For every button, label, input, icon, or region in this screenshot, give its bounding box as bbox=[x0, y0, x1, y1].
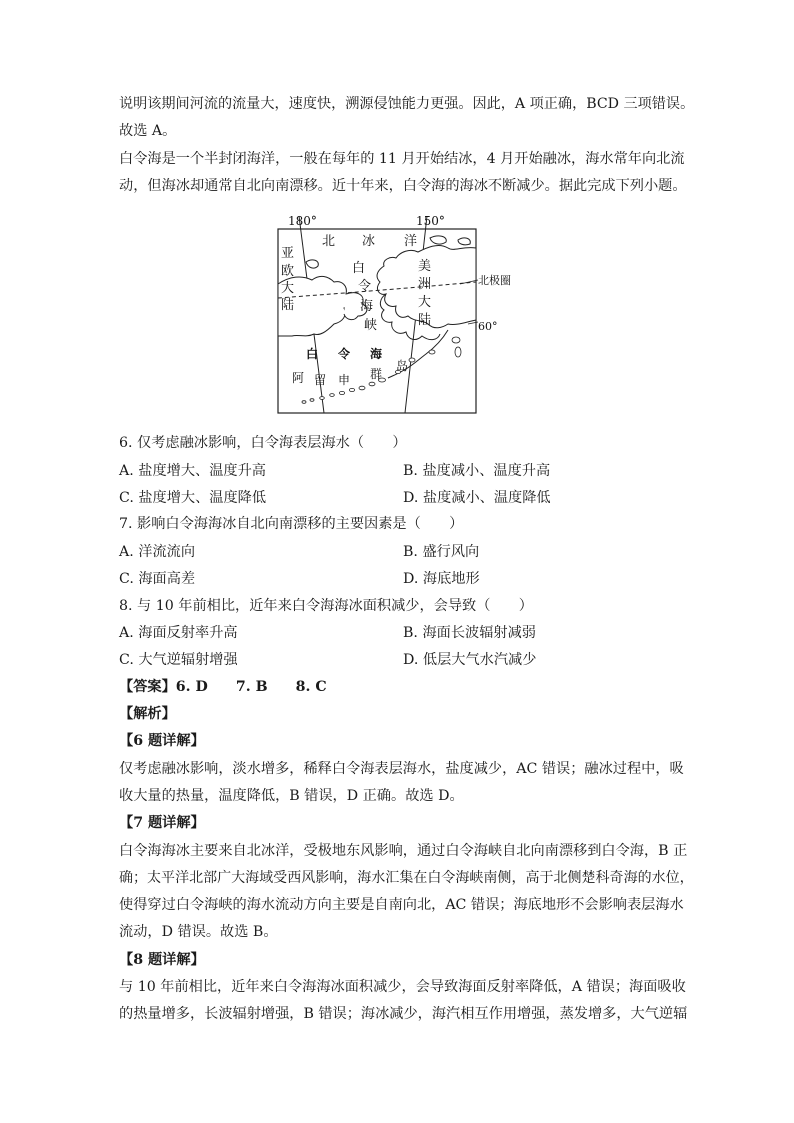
question-6-option-b: B. 盐度减小、温度升高 bbox=[403, 463, 551, 479]
answer-label: 【答案】 bbox=[119, 679, 176, 695]
question-8-option-a: A. 海面反射率升高 bbox=[119, 625, 238, 641]
intro-line-2: 故选 A。 bbox=[119, 123, 177, 139]
arctic-ocean-char-3: 洋 bbox=[404, 234, 418, 249]
q7-explanation-line-4: 流动，D 错误。故选 B。 bbox=[119, 924, 278, 940]
question-7-option-c: C. 海面高差 bbox=[119, 571, 196, 587]
q7-explanation-title: 【7 题详解】 bbox=[119, 815, 205, 831]
bering-sea-map bbox=[262, 212, 512, 415]
question-7-stem: 7. 影响白令海海冰自北向南漂移的主要因素是（ ） bbox=[119, 516, 464, 532]
question-7-option-d: D. 海底地形 bbox=[403, 571, 480, 587]
question-8-option-d: D. 低层大气水汽减少 bbox=[403, 652, 537, 668]
question-6-option-d: D. 盐度减小、温度降低 bbox=[403, 490, 551, 506]
bering-sea-char-1: 白 bbox=[306, 347, 319, 361]
eurasia-char-2: 欧 bbox=[281, 264, 295, 279]
eurasia-char-3: 大 bbox=[281, 281, 295, 296]
question-6-option-c: C. 盐度增大、温度降低 bbox=[119, 490, 267, 506]
lon-150-label: 150° bbox=[416, 214, 445, 228]
arctic-ocean-char-2: 冰 bbox=[362, 234, 376, 249]
aleutian-char-2: 留 bbox=[314, 373, 327, 387]
aleutian-char-5: 岛 bbox=[396, 359, 409, 373]
q7-explanation-line-1: 白令海海冰主要来自北冰洋，受极地东风影响，通过白令海峡自北向南漂移到白令海，B 正 bbox=[119, 843, 688, 859]
question-8-option-c: C. 大气逆辐射增强 bbox=[119, 652, 238, 668]
intro-line-1: 说明该期间河流的流量大，速度快，溯源侵蚀能力更强。因此，A 项正确，BCD 三项错误。 bbox=[119, 96, 695, 112]
intro-line-4: 动，但海冰却通常自北向南漂移。近十年来，白令海的海冰不断减少。据此完成下列小题。 bbox=[119, 178, 687, 194]
bering-strait-char-2: 令 bbox=[358, 279, 372, 294]
q6-explanation-line-1: 仅考虑融冰影响，淡水增多，稀释白令海表层海水，盐度减少，AC 错误；融冰过程中，吸 bbox=[119, 761, 684, 777]
q7-explanation-line-2: 确；太平洋北部广大海域受西风影响，海水汇集在白令海峡南侧，高于北侧楚科奇海的水位， bbox=[119, 870, 694, 886]
arctic-circle-label: 北极圈 bbox=[478, 274, 511, 287]
bering-strait-char-4: 峡 bbox=[364, 318, 378, 333]
question-6-option-a: A. 盐度增大、温度升高 bbox=[119, 463, 266, 479]
lon-180-label: 180° bbox=[288, 214, 317, 228]
eurasia-char-4: 陆 bbox=[281, 298, 295, 313]
bering-sea-char-2: 令 bbox=[338, 347, 351, 361]
answer-8: 8. C bbox=[295, 679, 327, 695]
question-8-option-b: B. 海面长波辐射减弱 bbox=[403, 625, 536, 641]
q6-explanation-line-2: 收大量的热量，温度降低，B 错误，D 正确。故选 D。 bbox=[119, 788, 464, 804]
analysis-label: 【解析】 bbox=[119, 706, 176, 722]
question-7-option-b: B. 盛行风向 bbox=[403, 544, 480, 560]
aleutian-char-1: 阿 bbox=[292, 371, 305, 385]
q8-explanation-line-2: 的热量增多，长波辐射增强，B 错误；海冰减少，海汽相互作用增强，蒸发增多，大气逆辐 bbox=[119, 1006, 688, 1022]
bering-sea-char-3: 海 bbox=[370, 347, 383, 361]
intro-line-3: 白令海是一个半封闭海洋，一般在每年的 11 月开始结冰，4 月开始融冰，海水常年向北流 bbox=[119, 151, 685, 167]
answer-6: 6. D bbox=[175, 679, 208, 695]
america-char-2: 洲 bbox=[418, 277, 432, 292]
aleutian-char-3: 申 bbox=[338, 373, 351, 387]
bering-strait-char-1: 白 bbox=[352, 261, 366, 276]
q8-explanation-title: 【8 题详解】 bbox=[119, 952, 205, 968]
bering-strait-char-3: 海 bbox=[360, 299, 374, 314]
answer-row bbox=[119, 677, 327, 697]
question-8-stem: 8. 与 10 年前相比，近年来白令海海冰面积减少，会导致（ ） bbox=[119, 598, 533, 614]
lat60-label: 60° bbox=[478, 320, 498, 333]
q6-explanation-title: 【6 题详解】 bbox=[119, 733, 205, 749]
arctic-ocean-char-1: 北 bbox=[322, 234, 336, 249]
america-char-3: 大 bbox=[418, 295, 432, 310]
aleutian-char-4: 群 bbox=[370, 367, 383, 381]
question-6-stem: 6. 仅考虑融冰影响，白令海表层海水（ ） bbox=[119, 435, 407, 451]
answer-7: 7. B bbox=[235, 679, 268, 695]
q7-explanation-line-3: 使得穿过白令海峡的海水流动方向主要是自南向北，AC 错误；海底地形不会影响表层海水 bbox=[119, 897, 684, 913]
eurasia-char-1: 亚 bbox=[281, 246, 295, 261]
question-7-option-a: A. 洋流流向 bbox=[119, 544, 196, 560]
q8-explanation-line-1: 与 10 年前相比，近年来白令海海冰面积减少，会导致海面反射率降低，A 错误；海面吸收 bbox=[119, 979, 686, 995]
america-char-1: 美 bbox=[418, 259, 432, 274]
america-char-4: 陆 bbox=[418, 313, 432, 328]
